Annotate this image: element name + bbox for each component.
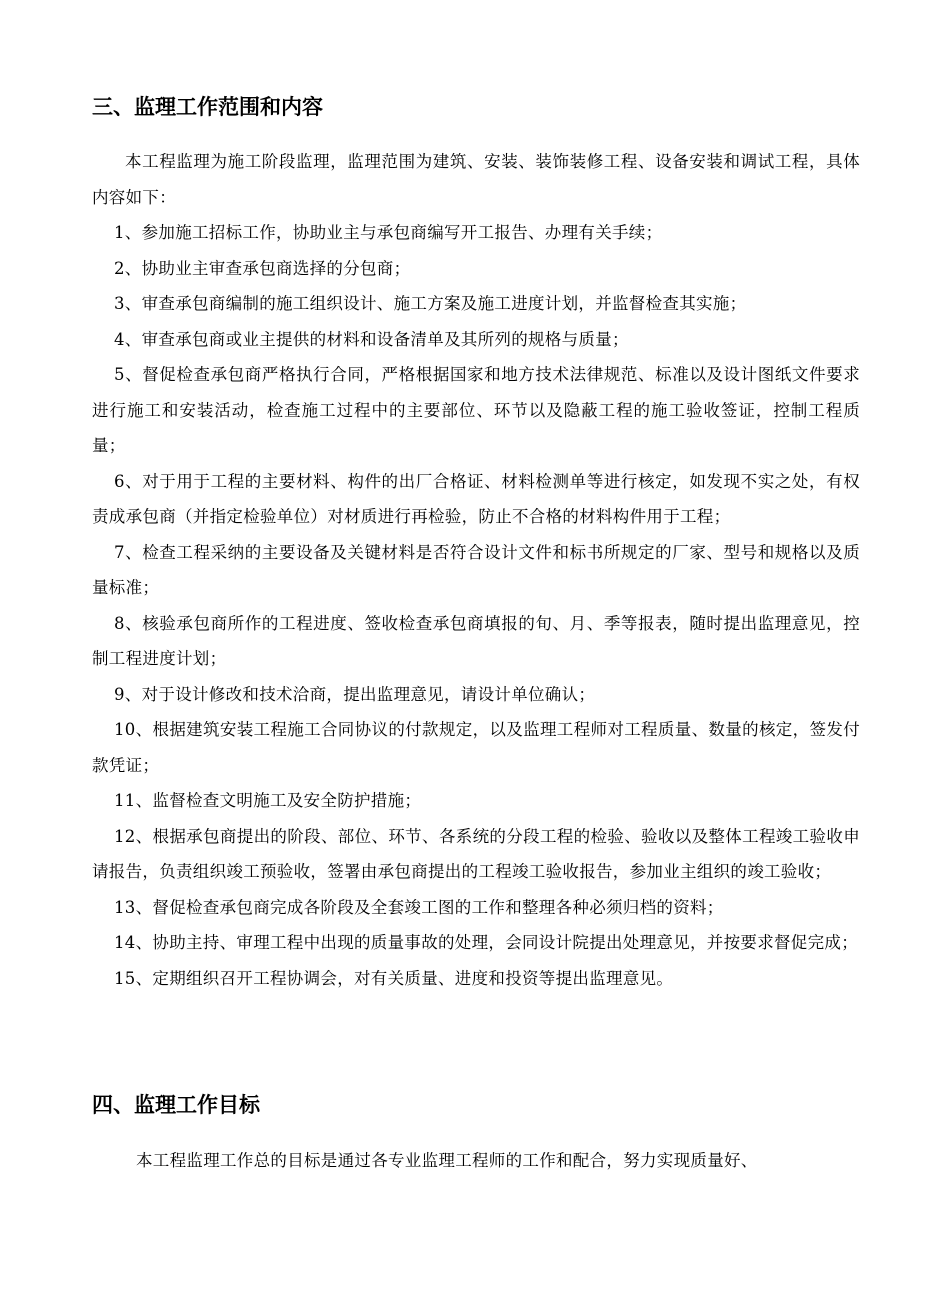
list-item: 1、参加施工招标工作，协助业主与承包商编写开工报告、办理有关手续； (114, 223, 663, 242)
list-item: 6、对于用于工程的主要材料、构件的出厂合格证、材料检测单等进行核定，如发现不实之处，有权责成承包商（并指定检验单位）对材质进行再检验，防止不合格的材料构件用于工程； (92, 471, 860, 526)
list-item: 8、核验承包商所作的工程进度、签收检查承包商填报的旬、月、季等报表，随时提出监理意见，控制工程进度计划； (92, 613, 860, 668)
section-3-body (92, 144, 860, 996)
list-item: 14、协助主持、审理工程中出现的质量事故的处理，会同设计院提出处理意见，并按要求督促完成； (114, 933, 858, 952)
list-item: 10、根据建筑安装工程施工合同协议的付款规定，以及监理工程师对工程质量、数量的核定，签发付款凭证； (92, 720, 860, 775)
section-4-heading: 四、监理工作目标 (92, 1093, 260, 1117)
list-item: 3、审查承包商编制的施工组织设计、施工方案及施工进度计划，并监督检查其实施； (114, 294, 747, 313)
list-item: 9、对于设计修改和技术洽商，提出监理意见，请设计单位确认； (114, 684, 596, 704)
list-item: 15、定期组织召开工程协调会，对有关质量、进度和投资等提出监理意见。 (114, 968, 674, 988)
list-item: 2、协助业主审查承包商选择的分包商； (114, 258, 411, 278)
section-3-intro: 本工程监理为施工阶段监理，监理范围为建筑、安装、装饰装修工程、设备安装和调试工程，具体内容如下： (92, 152, 860, 207)
section-4-body (92, 1143, 860, 1179)
list-item: 5、督促检查承包商严格执行合同，严格根据国家和地方技术法律规范、标准以及设计图纸文件要求进行施工和安装活动，检查施工过程中的主要部位、环节以及隐蔽工程的施工验收签证，控制工程质量； (92, 365, 860, 455)
section-3-heading: 三、监理工作范围和内容 (92, 95, 323, 119)
list-item: 7、检查工程采纳的主要设备及关键材料是否符合设计文件和标书所规定的厂家、型号和规格以及质量标准； (92, 542, 860, 597)
list-item: 4、审查承包商或业主提供的材料和设备清单及其所列的规格与质量； (114, 329, 629, 349)
list-item: 13、督促检查承包商完成各阶段及全套竣工图的工作和整理各种必须归档的资料； (114, 897, 724, 917)
list-item: 11、监督检查文明施工及安全防护措施； (114, 791, 422, 810)
list-item: 12、根据承包商提出的阶段、部位、环节、各系统的分段工程的检验、验收以及整体工程竣工验收申请报告，负责组织竣工预验收，签署由承包商提出的工程竣工验收报告，参加业主组织的竣工验收； (92, 826, 860, 881)
section-4-intro: 本工程监理工作总的目标是通过各专业监理工程师的工作和配合，努力实现质量好、 (136, 1151, 758, 1170)
